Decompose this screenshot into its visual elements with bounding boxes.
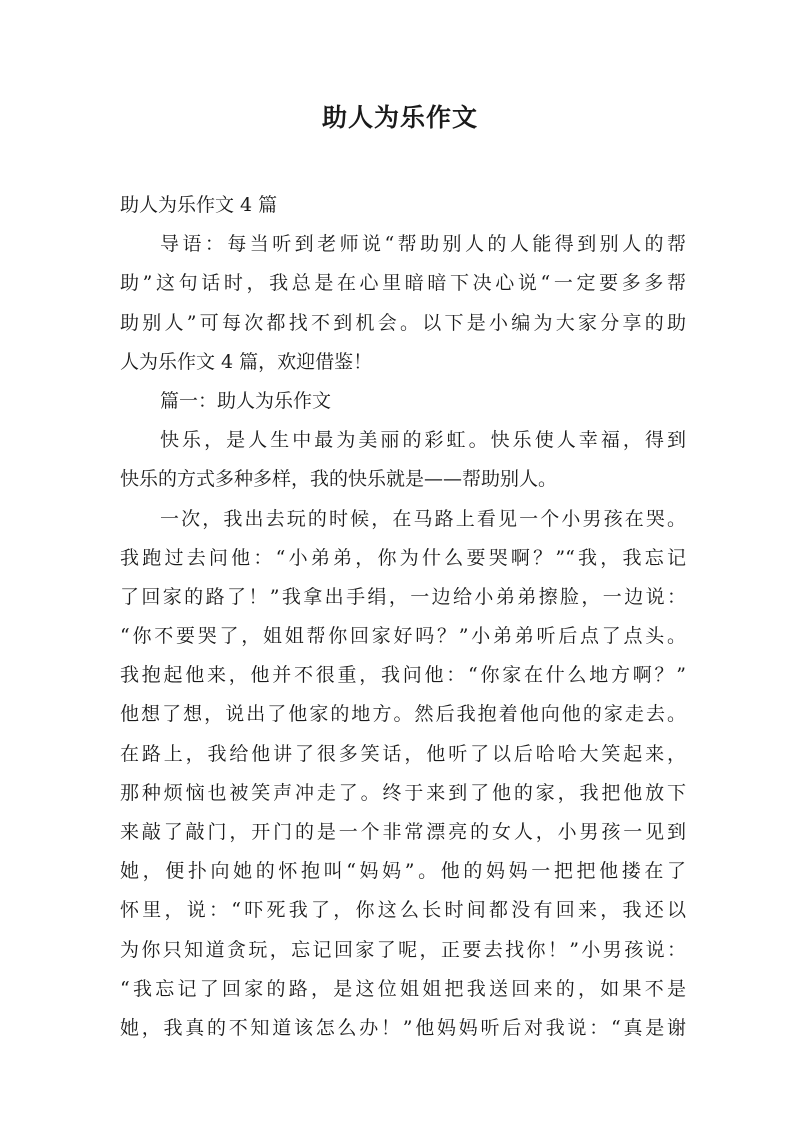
paragraph-line: 在路上，我给他讲了很多笑话，他听了以后哈哈大笑起来， bbox=[120, 742, 686, 765]
section-heading: 篇一：助人为乐作文 bbox=[160, 389, 332, 412]
paragraph-line: 我跑过去问他：“小弟弟，你为什么要哭啊？”“我，我忘记 bbox=[120, 546, 686, 569]
intro-line: 导语：每当听到老师说“帮助别人的人能得到别人的帮 bbox=[160, 233, 686, 256]
paragraph-line: “你不要哭了，姐姐帮你回家好吗？”小弟弟听后点了点头。 bbox=[120, 625, 686, 648]
paragraph-line: 他想了想，说出了他家的地方。然后我抱着他向他的家走去。 bbox=[120, 703, 686, 726]
subtitle-line: 助人为乐作文 4 篇 bbox=[120, 194, 278, 216]
paragraph-line: “我忘记了回家的路，是这位姐姐把我送回来的，如果不是 bbox=[120, 977, 686, 1000]
paragraph-line: 她，我真的不知道该怎么办！”他妈妈听后对我说：“真是谢 bbox=[120, 1016, 686, 1039]
paragraph-line: 为你只知道贪玩，忘记回家了呢，正要去找你！”小男孩说： bbox=[120, 938, 686, 961]
intro-line: 助别人”可每次都找不到机会。以下是小编为大家分享的助 bbox=[120, 311, 686, 334]
page-title: 助人为乐作文 bbox=[321, 103, 478, 132]
document-body bbox=[120, 186, 686, 1048]
paragraph-line: 来敲了敲门，开门的是一个非常漂亮的女人，小男孩一见到 bbox=[120, 821, 686, 843]
paragraph-line: 快乐的方式多种多样，我的快乐就是——帮助别人。 bbox=[120, 468, 558, 491]
paragraph-line: 了回家的路了！”我拿出手绢，一边给小弟弟擦脸，一边说： bbox=[120, 585, 686, 608]
intro-line: 助”这句话时，我总是在心里暗暗下决心说“一定要多多帮 bbox=[120, 272, 686, 295]
intro-line: 人为乐作文 4 篇，欢迎借鉴！ bbox=[120, 350, 373, 373]
paragraph-line: 我抱起他来，他并不很重，我问他：“你家在什么地方啊？” bbox=[120, 664, 686, 687]
paragraph-line: 快乐，是人生中最为美丽的彩虹。快乐使人幸福，得到 bbox=[160, 429, 686, 452]
paragraph-line: 那种烦恼也被笑声冲走了。终于来到了他的家，我把他放下 bbox=[120, 781, 686, 804]
paragraph-line: 她，便扑向她的怀抱叫“妈妈”。他的妈妈一把把他搂在了 bbox=[120, 860, 686, 883]
paragraph-line: 一次，我出去玩的时候，在马路上看见一个小男孩在哭。 bbox=[160, 507, 686, 530]
paragraph-line: 怀里，说：“吓死我了，你这么长时间都没有回来，我还以 bbox=[120, 899, 686, 922]
